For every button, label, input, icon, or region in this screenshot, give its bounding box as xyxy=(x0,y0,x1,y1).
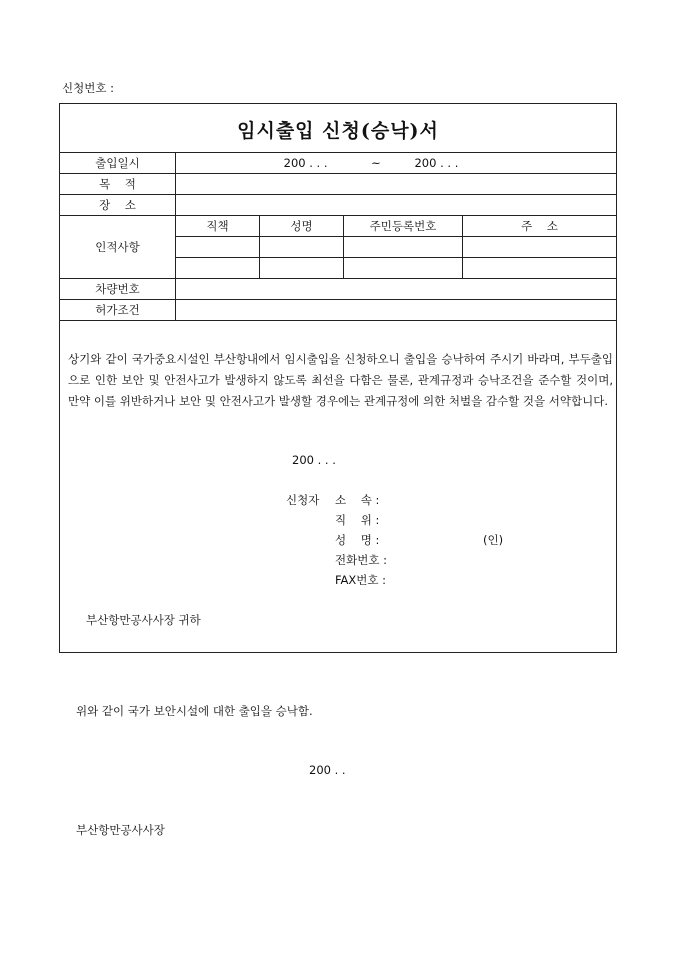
approval-date: 200 . . xyxy=(309,763,346,777)
applicant-phone-label: 전화번호 : xyxy=(335,553,387,567)
pledge-statement: 상기와 같이 국가중요시설인 부산항내에서 임시출입을 신청하오니 출입을 승낙하여 주시기 바라며, 부두출입으로 인한 보안 및 안전사고가 발생하지 않도록 최선을 다함은 물론, 관계규정과 승낙조건을 준수할 것이며, 만약 이를 위반하거나 보안 및 안전사고가 발생할 경우에는 관계규정에 의한 처벌을 감수할 것을 서약합니다. xyxy=(68,352,613,408)
entry-date-from: 200 . . . xyxy=(283,156,328,170)
form-addressee: 부산항만공사사장 귀하 xyxy=(86,613,201,627)
applicant-affiliation-label: 소 속 : xyxy=(335,493,380,507)
table-row xyxy=(60,300,617,321)
purpose-value[interactable] xyxy=(176,174,617,195)
person-resident-number-cell[interactable] xyxy=(344,237,463,258)
approval-statement: 위와 같이 국가 보안시설에 대한 출입을 승낙함. xyxy=(76,704,313,718)
applicant-fax-label: FAX번호 : xyxy=(335,573,387,587)
person-name-cell[interactable] xyxy=(260,237,344,258)
form-table xyxy=(59,152,617,321)
person-address-cell[interactable] xyxy=(463,237,617,258)
entry-date-to: 200 . . . xyxy=(414,156,459,170)
person-resident-number-cell[interactable] xyxy=(344,258,463,279)
permit-condition-value[interactable] xyxy=(176,300,617,321)
person-position-cell[interactable] xyxy=(176,237,260,258)
seal-mark: (인) xyxy=(483,533,504,547)
person-name-cell[interactable] xyxy=(260,258,344,279)
purpose-label: 목 적 xyxy=(60,174,176,195)
personal-info-label: 인적사항 xyxy=(60,216,176,279)
applicant-position-label: 직 위 : xyxy=(335,513,380,527)
col-header-resident-number: 주민등록번호 xyxy=(344,216,463,237)
person-position-cell[interactable] xyxy=(176,258,260,279)
col-header-address: 주 소 xyxy=(463,216,617,237)
form-title: 임시출입 신청(승낙)서 xyxy=(237,120,439,142)
approval-signer: 부산항만공사사장 xyxy=(76,823,165,837)
table-row xyxy=(60,279,617,300)
application-form xyxy=(59,103,617,653)
applicant-prefix: 신청자 xyxy=(286,493,320,507)
col-header-name: 성명 xyxy=(260,216,344,237)
col-header-position: 직책 xyxy=(176,216,260,237)
entry-date-label: 출입일시 xyxy=(60,153,176,174)
table-row xyxy=(60,153,617,174)
table-row xyxy=(60,174,617,195)
entry-date-value[interactable] xyxy=(176,153,617,174)
place-label: 장 소 xyxy=(60,195,176,216)
form-date-line: 200 . . . xyxy=(292,453,336,467)
application-number-label: 신청번호 : xyxy=(62,81,114,95)
table-row xyxy=(60,216,617,237)
entry-date-separator: ~ xyxy=(371,156,381,170)
vehicle-number-label: 차량번호 xyxy=(60,279,176,300)
applicant-name-label: 성 명 : xyxy=(335,533,380,547)
place-value[interactable] xyxy=(176,195,617,216)
person-address-cell[interactable] xyxy=(463,258,617,279)
vehicle-number-value[interactable] xyxy=(176,279,617,300)
table-row xyxy=(60,195,617,216)
permit-condition-label: 허가조건 xyxy=(60,300,176,321)
